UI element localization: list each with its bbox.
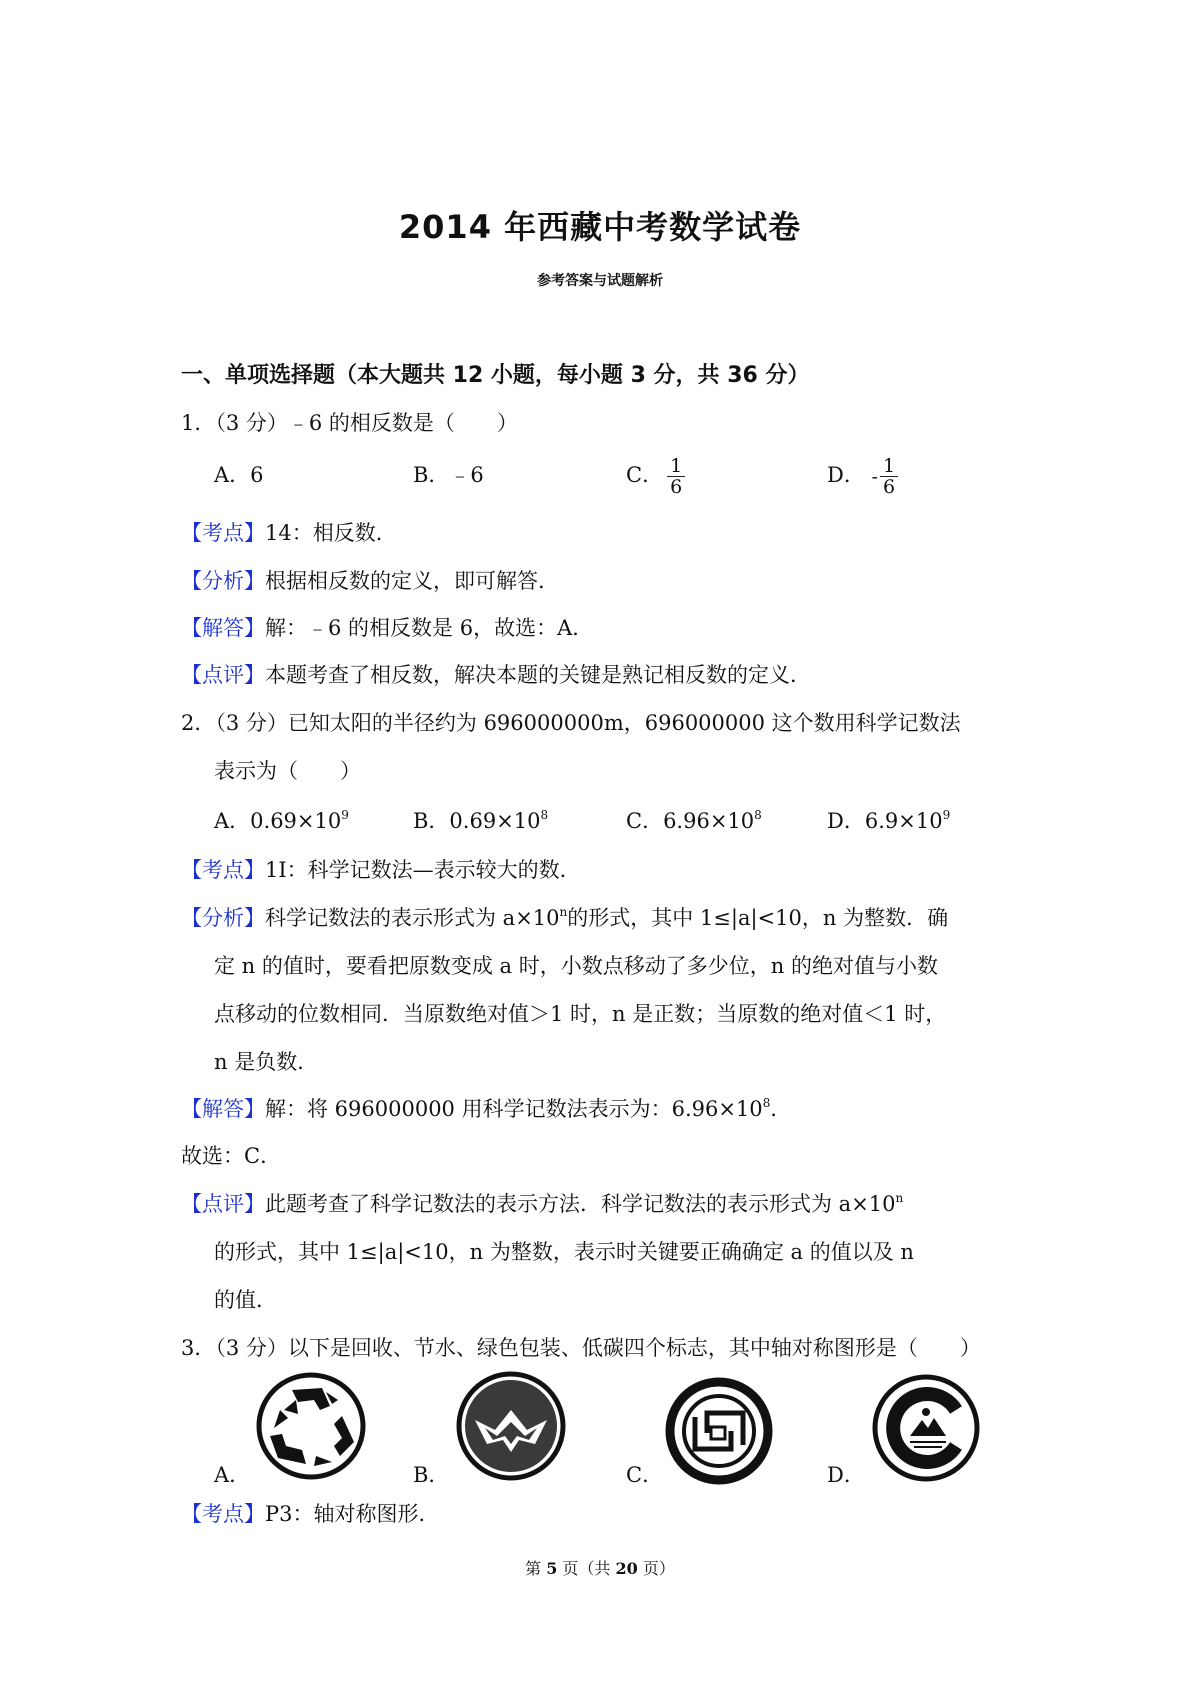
q2-option-d-exponent: 9 <box>942 808 951 822</box>
dianping-tag: 【点评】 <box>181 1192 265 1216</box>
fraction-denominator: 6 <box>882 476 896 498</box>
q2-dianping-line3: 的值． <box>214 1288 277 1312</box>
fenxi-tag: 【分析】 <box>181 906 265 930</box>
q1-fenxi <box>181 566 559 596</box>
kaodian-text: P3：轴对称图形． <box>265 1502 440 1526</box>
q2-fenxi-line3: 点移动的位数相同．当原数绝对值＞1 时，n 是正数；当原数的绝对值＜1 时， <box>214 1002 947 1026</box>
q1-option-d-label: D． <box>827 463 865 487</box>
fraction-denominator: 6 <box>670 476 683 498</box>
q2-option-b <box>413 806 548 836</box>
dianping-text: 本题考查了相反数，解决本题的关键是熟记相反数的定义． <box>265 663 811 687</box>
q2-option-c-exponent: 8 <box>754 808 762 822</box>
kaodian-tag: 【考点】 <box>181 858 265 882</box>
dianping-exponent: n <box>895 1191 904 1205</box>
footer-suffix: 页） <box>637 1559 675 1578</box>
jieda-end: ． <box>770 1097 792 1121</box>
q2-dianping-line1 <box>181 1189 903 1219</box>
q1-option-b: B．﹣6 <box>413 463 484 487</box>
q3-option-d: D． <box>827 1463 865 1487</box>
recycle-logo-icon <box>254 1370 368 1482</box>
q1-stem: 1．（3 分）﹣6 的相反数是（ ） <box>181 411 518 435</box>
green-packaging-logo-icon <box>665 1377 773 1485</box>
q2-option-c-text: C．6.96×10 <box>626 809 755 833</box>
q2-stem-line1: 2．（3 分）已知太阳的半径约为 696000000m，696000000 这个数用科学记数法 <box>181 711 961 735</box>
kaodian-text: 14：相反数． <box>265 521 397 545</box>
jieda-text: 解：﹣6 的相反数是 6，故选：A． <box>265 616 594 640</box>
q2-option-a <box>214 806 349 836</box>
page-number: 5 <box>546 1559 558 1578</box>
q3-option-b: B． <box>413 1463 450 1487</box>
q2-option-b-text: B．0.69×10 <box>413 809 541 833</box>
page-footer <box>0 1556 1200 1579</box>
q1-option-d <box>827 453 898 499</box>
q2-fenxi-line4: n 是负数． <box>214 1050 319 1074</box>
jieda-exponent: 8 <box>762 1096 771 1110</box>
q2-stem-line2: 表示为（ ） <box>214 759 361 783</box>
kaodian-tag: 【考点】 <box>181 521 265 545</box>
low-carbon-logo-icon <box>870 1372 982 1484</box>
section-heading: 一、单项选择题（本大题共 12 小题，每小题 3 分，共 36 分） <box>181 363 810 388</box>
water-saving-logo-icon <box>455 1370 567 1482</box>
fraction-numerator: 1 <box>880 456 898 477</box>
q2-option-d <box>827 806 950 836</box>
q1-option-c-fraction <box>667 456 685 497</box>
fenxi-text: 根据相反数的定义，即可解答． <box>265 569 559 593</box>
q2-option-a-exponent: 9 <box>341 808 349 822</box>
jieda-tag: 【解答】 <box>181 616 265 640</box>
q2-fenxi-line2: 定 n 的值时，要看把原数变成 a 时，小数点移动了多少位，n 的绝对值与小数 <box>214 954 938 978</box>
q2-jieda <box>181 1094 791 1124</box>
q2-answer-choice: 故选：C． <box>181 1144 282 1168</box>
kaodian-text: 1I：科学记数法—表示较大的数． <box>265 858 581 882</box>
footer-middle: 页（共 <box>557 1559 616 1578</box>
q1-option-a: A．6 <box>214 463 264 487</box>
q3-kaodian <box>181 1499 440 1529</box>
q1-jieda <box>181 613 593 643</box>
q1-kaodian <box>181 518 397 548</box>
jieda-text: 解：将 696000000 用科学记数法表示为：6.96×10 <box>265 1097 763 1121</box>
kaodian-tag: 【考点】 <box>181 1502 265 1526</box>
fenxi-tag: 【分析】 <box>181 569 265 593</box>
fenxi-text-b: 的形式，其中 1≤|a|<10，n 为整数．确 <box>567 906 949 930</box>
q2-fenxi-line1 <box>181 903 948 933</box>
page-title: 2014 年西藏中考数学试卷 <box>398 208 802 246</box>
q2-option-a-text: A．0.69×10 <box>214 809 342 833</box>
page-subtitle: 参考答案与试题解析 <box>537 273 663 289</box>
q2-option-b-exponent: 8 <box>540 808 549 822</box>
q1-option-c <box>626 453 685 497</box>
q3-option-a: A． <box>214 1463 251 1487</box>
dianping-tag: 【点评】 <box>181 663 265 687</box>
dianping-text: 此题考查了科学记数法的表示方法．科学记数法的表示形式为 a×10 <box>265 1192 896 1216</box>
q3-option-c: C． <box>626 1463 664 1487</box>
jieda-tag: 【解答】 <box>181 1097 265 1121</box>
total-pages: 20 <box>615 1559 638 1578</box>
q1-option-c-label: C． <box>626 463 664 487</box>
q1-option-d-sign: - <box>871 465 878 488</box>
q1-dianping <box>181 660 811 690</box>
q1-option-d-fraction <box>880 456 898 497</box>
q3-stem: 3．（3 分）以下是回收、节水、绿色包装、低碳四个标志，其中轴对称图形是（ ） <box>181 1336 981 1360</box>
fraction-numerator: 1 <box>667 456 685 477</box>
q2-option-d-text: D．6.9×10 <box>827 809 943 833</box>
q2-dianping-line2: 的形式，其中 1≤|a|<10，n 为整数，表示时关键要正确确定 a 的值以及 n <box>214 1240 914 1264</box>
fenxi-text-a: 科学记数法的表示形式为 a×10 <box>265 906 560 930</box>
q2-option-c <box>626 806 762 836</box>
fenxi-exponent: n <box>559 905 568 919</box>
q2-kaodian <box>181 855 581 885</box>
footer-prefix: 第 <box>525 1559 547 1578</box>
